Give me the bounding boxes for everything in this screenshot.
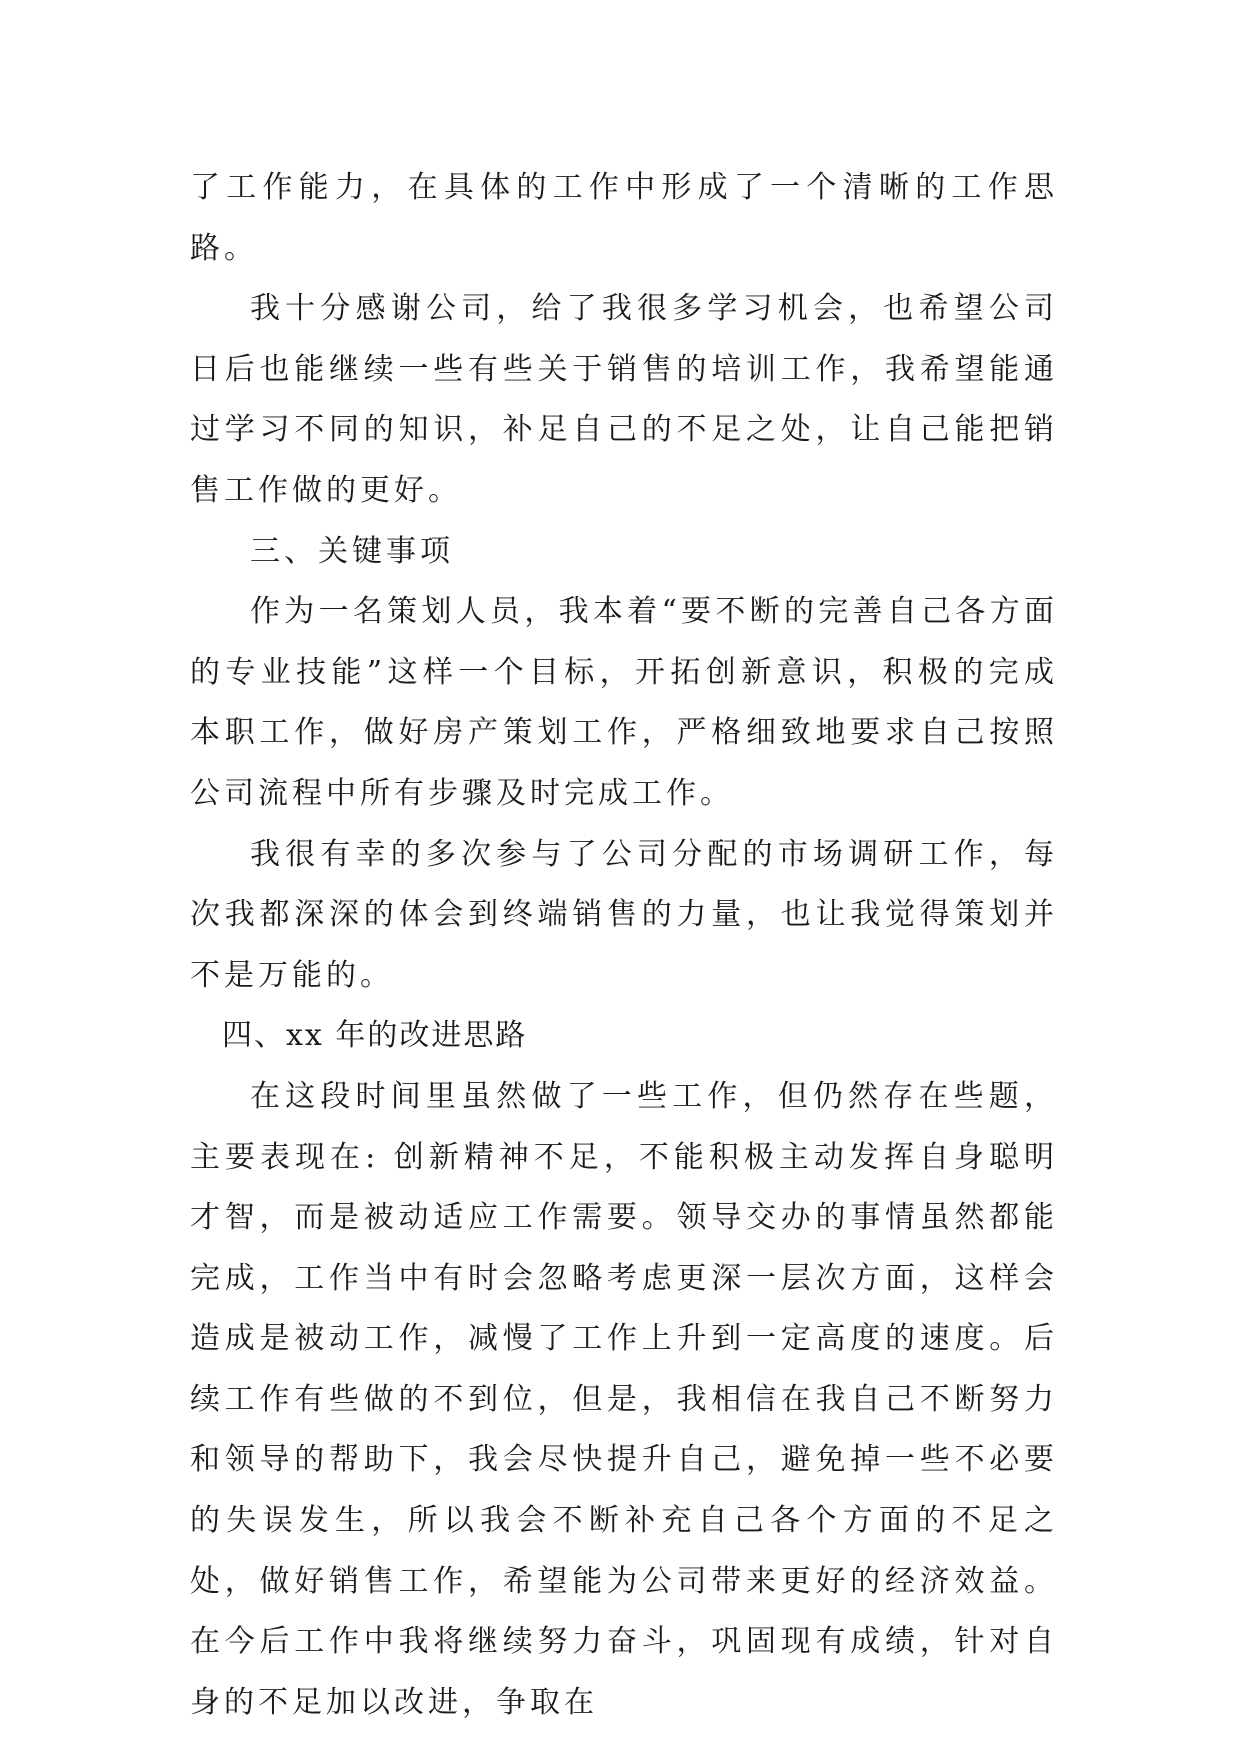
document-body [190, 158, 1058, 1733]
paragraph-continuation: 了工作能力，在具体的工作中形成了一个清晰的工作思路。 [190, 170, 1058, 266]
paragraph-shortcomings: 在这段时间里虽然做了一些工作，但仍然存在些题，主要表现在: 创新精神不足，不能积极主动发挥自身聪明才智，而是被动适应工作需要。领导交办的事情虽然都能完成，工作当中有时会忽略考虑更深一层次方面，这样会造成是被动工作，减慢了工作上升到一定高度的速度。后续工作有些做的不到位，但是，我相信在我自己不断努力和领导的帮助下，我会尽快提升自己，避免掉一些不必要的失误发生，所以我会不断补充自己各个方面的不足之处，做好销售工作，希望能为公司带来更好的经济效益。 在今后工作中我将继续努力奋斗，巩固现有成绩，针对自身的不足加以改进，争取在 [190, 1078, 1058, 1720]
paragraph-market-research: 我很有幸的多次参与了公司分配的市场调研工作，每次我都深深的体会到终端销售的力量，也让我觉得策划并不是万能的。 [190, 836, 1058, 993]
paragraph-gratitude: 我十分感谢公司，给了我很多学习机会，也希望公司日后也能继续一些有些关于销售的培训工作，我希望能通过学习不同的知识，补足自己的不足之处，让自己能把销售工作做的更好。 [190, 291, 1058, 508]
paragraph-planner-role: 作为一名策划人员，我本着“要不断的完善自己各方面的专业技能”这样一个目标，开拓创新意识，积极的完成本职工作，做好房产策划工作，严格细致地要求自己按照公司流程中所有步骤及时完成工作。 [190, 594, 1058, 811]
section-heading-improvement: 四、xx 年的改进思路 [222, 1018, 528, 1054]
section-heading-key-matters: 三、关键事项 [250, 533, 454, 569]
